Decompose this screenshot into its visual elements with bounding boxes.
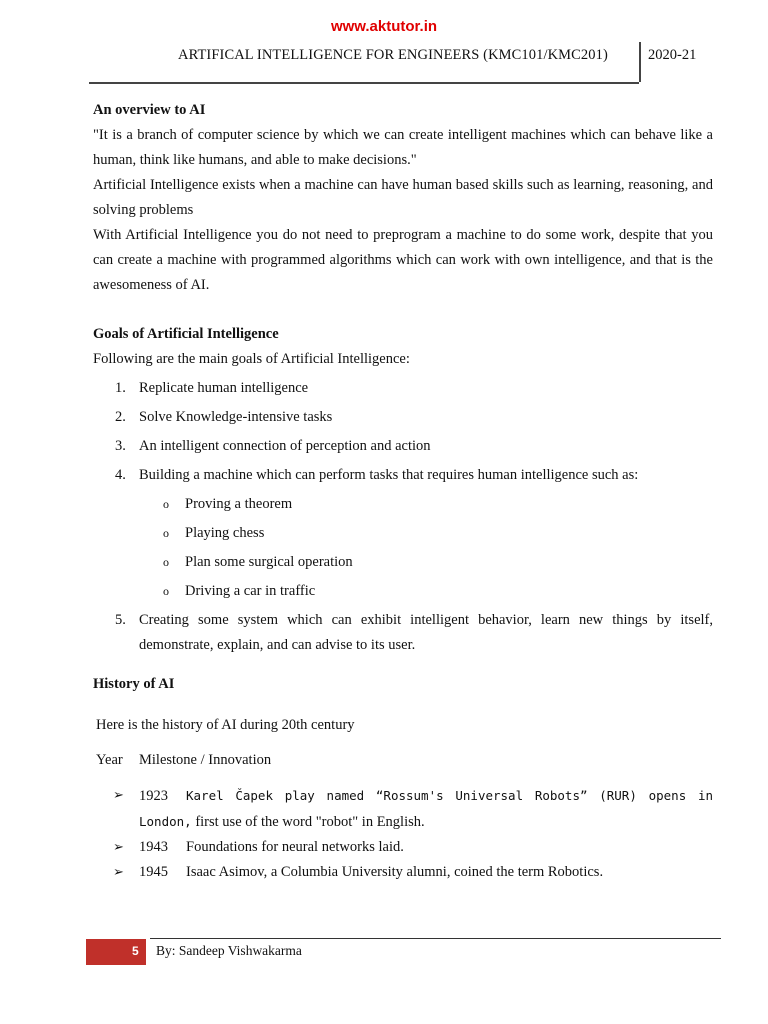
goals-list bbox=[93, 376, 713, 488]
circle-bullet-icon: o bbox=[163, 555, 169, 569]
list-item: o Playing chess bbox=[93, 521, 713, 546]
page-content bbox=[93, 98, 713, 885]
history-entry: ➢ 1923 Karel Čapek play named “Rossum's Universal Robots” (RUR) opens in London, first use of the word "robot" in English. bbox=[93, 783, 713, 835]
goal-item: 5. Creating some system which can exhibit intelligent behavior, learn new things by itself, demonstrate, explain, and can advise to its user. bbox=[115, 612, 713, 653]
arrow-bullet-icon: ➢ bbox=[113, 788, 124, 803]
overview-paragraph: Artificial Intelligence exists when a machine can have human based skills such as learning, reasoning, and solving problems bbox=[93, 177, 713, 218]
year-column-label: Year bbox=[96, 752, 123, 768]
overview-heading: An overview to AI bbox=[93, 102, 206, 118]
goals-list-continued bbox=[93, 608, 713, 658]
history-entry: ➢ 1945 Isaac Asimov, a Columbia University alumni, coined the term Robotics. bbox=[93, 860, 713, 885]
goal-item: 2. Solve Knowledge-intensive tasks bbox=[115, 409, 333, 425]
milestone-column-label: Milestone / Innovation bbox=[139, 752, 272, 768]
list-item: o Driving a car in traffic bbox=[93, 579, 713, 604]
goal-item: 4. Building a machine which can perform tasks that requires human intelligence such as: bbox=[115, 467, 639, 483]
arrow-bullet-icon: ➢ bbox=[113, 865, 124, 880]
arrow-bullet-icon: ➢ bbox=[113, 840, 124, 855]
header-rule bbox=[89, 82, 639, 84]
page-number: 5 bbox=[132, 944, 139, 958]
overview-paragraph: "It is a branch of computer science by which we can create intelligent machines which can behave like a human, think like humans, and able to make decisions." bbox=[93, 127, 713, 168]
course-title: ARTIFICAL INTELLIGENCE FOR ENGINEERS (KMC101/KMC201) bbox=[178, 47, 608, 63]
header-divider bbox=[639, 42, 641, 82]
goal-examples-list bbox=[93, 492, 713, 604]
goals-heading: Goals of Artificial Intelligence bbox=[93, 326, 279, 342]
circle-bullet-icon: o bbox=[163, 526, 169, 540]
goal-item: 3. An intelligent connection of perception and action bbox=[115, 438, 431, 454]
history-columns bbox=[93, 748, 713, 773]
history-entry: ➢ 1943 Foundations for neural networks laid. bbox=[93, 835, 713, 860]
list-item: o Plan some surgical operation bbox=[93, 550, 713, 575]
goal-item: 1. Replicate human intelligence bbox=[115, 380, 309, 396]
circle-bullet-icon: o bbox=[163, 497, 169, 511]
goals-intro: Following are the main goals of Artificial Intelligence: bbox=[93, 351, 410, 367]
history-list bbox=[93, 783, 713, 885]
footer-author: By: Sandeep Vishwakarma bbox=[156, 943, 302, 958]
circle-bullet-icon: o bbox=[163, 584, 169, 598]
history-heading: History of AI bbox=[93, 676, 175, 692]
list-item: o Proving a theorem bbox=[93, 492, 713, 517]
overview-paragraph: With Artificial Intelligence you do not need to preprogram a machine to do some work, despite that you can create a machine with programmed algorithms which can work with own intelligence, and that is the awesomeness of AI. bbox=[93, 227, 713, 293]
history-intro: Here is the history of AI during 20th century bbox=[96, 717, 355, 733]
site-url[interactable]: www.aktutor.in bbox=[330, 18, 438, 35]
footer-rule bbox=[150, 938, 721, 939]
academic-year: 2020-21 bbox=[648, 47, 697, 63]
